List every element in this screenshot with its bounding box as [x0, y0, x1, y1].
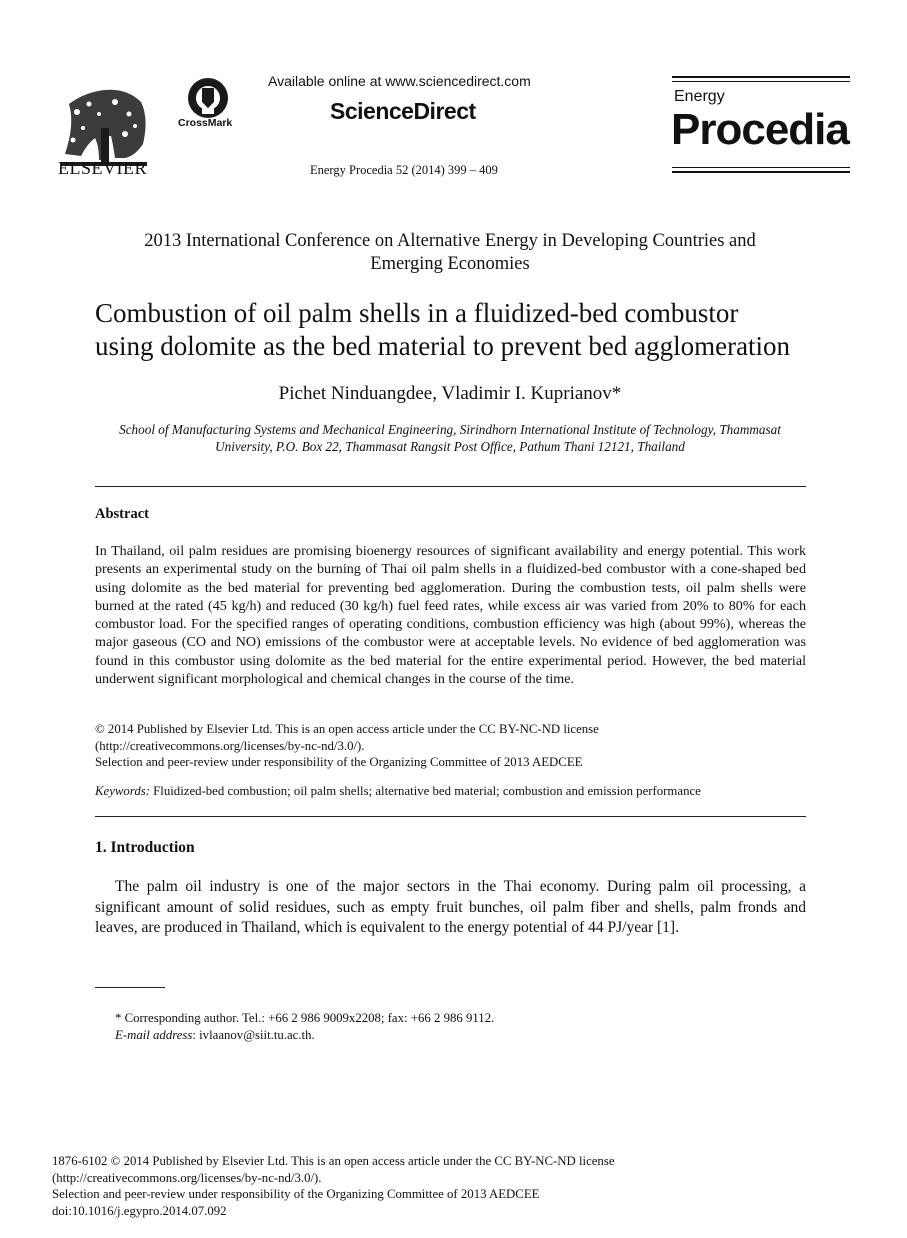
sciencedirect-logo: ScienceDirect — [330, 98, 476, 124]
affiliation-line-1: School of Manufacturing Systems and Mechanical Engineering, Sirindhorn International Institute of Technology, Thammasat — [119, 422, 781, 437]
available-online-text[interactable]: Available online at www.sciencedirect.com — [268, 73, 531, 89]
abstract-heading: Abstract — [95, 506, 149, 522]
journal-citation: Energy Procedia 52 (2014) 399 – 409 — [310, 163, 498, 177]
abstract-top-rule — [95, 486, 806, 487]
crossmark-label: CrossMark — [178, 117, 233, 129]
introduction-paragraph: The palm oil industry is one of the major sectors in the Thai economy. During palm oil processing, a significant amount of solid residues, such as empty fruit bunches, oil palm fiber and shells, palm fronds and leaves, are produced in Thailand, which is equivalent to the energy potential of 44 PJ/year [1]. — [95, 878, 806, 936]
conference-name — [95, 230, 805, 276]
journal-logo-rule-bottom — [672, 171, 850, 173]
elsevier-wordmark: ELSEVIER — [58, 158, 147, 178]
abstract-bottom-rule — [95, 816, 806, 817]
paper-title — [95, 297, 815, 363]
journal-logo-energy: Energy — [674, 88, 725, 105]
section-heading-introduction: 1. Introduction — [95, 839, 195, 856]
abstract-license — [95, 721, 806, 771]
footnote — [115, 1010, 805, 1044]
author-affiliation — [95, 421, 805, 455]
abstract-body: In Thailand, oil palm residues are promising bioenergy resources of significant availability and energy potential. This work presents an experimental study on the burning of Thai oil palm shells in a fluidized-bed combustor with a cone-shaped bed using dolomite as the bed material for preventing bed agglomeration. During the combustion tests, oil palm shells were burned at the rated (45 kg/h) and reduced (30 kg/h) fuel feed rates, while excess air was varied from 20% to 80% for each combustor load. For the specified ranges of operating conditions, combustion efficiency was high (about 99%), whereas the major gaseous (CO and NO) emissions of the combustor were at acceptable levels. No evidence of bed agglomeration was found in this combustor using dolomite as the bed material for the entire experimental period. However, the bed material underwent significant morphological and chemical changes in the course of the time. — [95, 543, 806, 688]
email-label: E-mail address — [115, 1028, 193, 1042]
affiliation-line-2: University, P.O. Box 22, Thammasat Rangsit Post Office, Pathum Thani 12121, Thailand — [215, 439, 685, 454]
journal-logo-procedia: Procedia — [671, 105, 849, 154]
license-line-1: © 2014 Published by Elsevier Ltd. This is an open access article under the CC BY-NC-ND license — [95, 722, 599, 736]
footer-license-link[interactable]: (http://creativecommons.org/licenses/by-nc-nd/3.0/). — [52, 1170, 322, 1185]
title-line-2: using dolomite as the bed material to prevent bed agglomeration — [95, 331, 791, 361]
footer-issn-license: 1876-6102 © 2014 Published by Elsevier Ltd. This is an open access article under the CC BY-NC-ND license — [52, 1154, 615, 1168]
page-footer — [52, 1153, 852, 1219]
keywords — [95, 784, 806, 799]
paper-authors: Pichet Ninduangdee, Vladimir I. Kuprianov* — [278, 383, 622, 404]
license-line-3: Selection and peer-review under responsibility of the Organizing Committee of 2013 AEDCEE — [95, 755, 583, 769]
conference-line-1: 2013 International Conference on Alternative Energy in Developing Countries and — [144, 231, 756, 251]
footer-doi[interactable]: doi:10.1016/j.egypro.2014.07.092 — [52, 1203, 227, 1218]
keywords-label: Keywords: — [95, 784, 150, 798]
footnote-corresponding: * Corresponding author. Tel.: +66 2 986 9009x2208; fax: +66 2 986 9112. — [115, 1011, 495, 1025]
title-line-1: Combustion of oil palm shells in a fluidized-bed combustor — [95, 298, 739, 328]
footnote-rule — [95, 987, 165, 988]
introduction-body — [95, 877, 806, 939]
footer-peer-review: Selection and peer-review under responsibility of the Organizing Committee of 2013 AEDCEE — [52, 1187, 540, 1201]
journal-logo-rule-top-thin — [672, 81, 850, 82]
conference-line-2: Emerging Economies — [370, 254, 530, 274]
journal-logo-rule-bottom-thin — [672, 167, 850, 168]
license-link[interactable]: (http://creativecommons.org/licenses/by-nc-nd/3.0/). — [95, 738, 365, 753]
footnote-email — [115, 1027, 805, 1044]
keywords-list: Fluidized-bed combustion; oil palm shells; alternative bed material; combustion and emission performance — [149, 784, 701, 798]
email-address[interactable]: : ivlaanov@siit.tu.ac.th. — [192, 1028, 315, 1042]
journal-logo-rule-top — [672, 76, 850, 78]
